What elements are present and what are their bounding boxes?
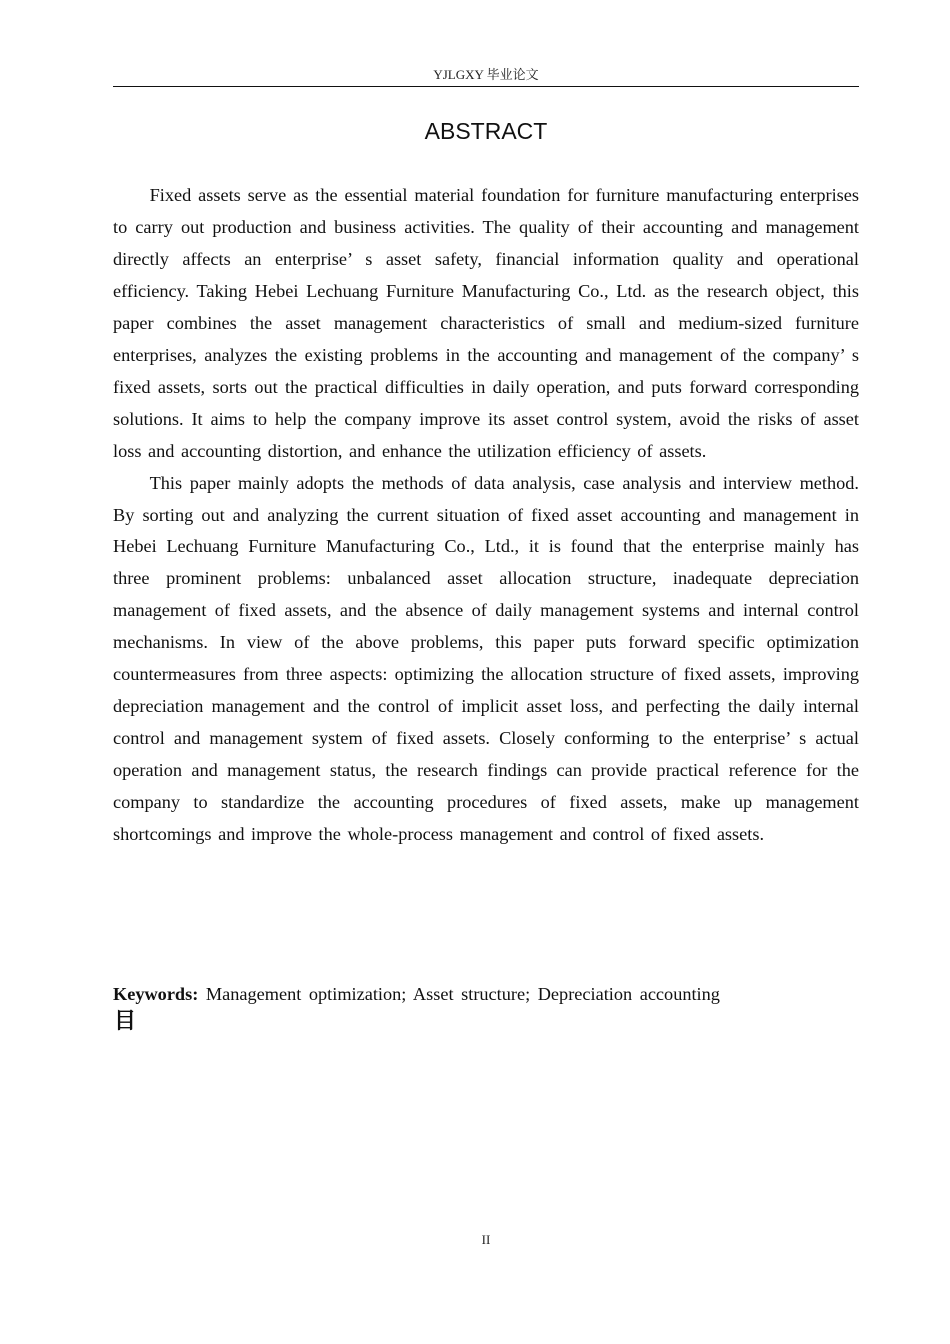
abstract-paragraph-2: This paper mainly adopts the methods of data analysis, case analysis and interview method. By sorting out and analyzing the current situation of fixed asset accounting and management in Hebei Lechuang Furniture Manufacturing Co., Ltd., it is found that the enterprise mainly has three prominent problems: unbalanced asset allocation structure, inadequate depreciation management of fixed assets, and the absence of daily management systems and internal control mechanisms. In view of the above problems, this paper puts forward specific optimization countermeasures from three aspects: optimizing the allocation structure of fixed assets, improving depreciation management and the control of implicit asset loss, and perfecting the daily internal control and management system of fixed assets. Closely conforming to the enterprise’ s actual operation and management status, the research findings can provide practical reference for the company to standardize the accounting procedures of fixed assets, make up management shortcomings and improve the whole-process management and control of fixed assets.	[113, 472, 859, 845]
running-header: YJLGXY 毕业论文	[433, 67, 539, 82]
keywords-label: Keywords:	[113, 984, 199, 1004]
abstract-paragraph-1: Fixed assets serve as the essential material foundation for furniture manufacturing enterprises to carry out production and business activities. The quality of their accounting and management directly affects an enterprise’ s asset safety, financial information quality and operational efficiency. Taking Hebei Lechuang Furniture Manufacturing Co., Ltd. as the research object, this paper combines the asset management characteristics of small and medium-sized furniture enterprises, analyzes the existing problems in the accounting and management of the company’ s fixed assets, sorts out the practical difficulties in daily operation, and puts forward corresponding solutions. It aims to help the company improve its asset control system, avoid the risks of asset loss and accounting distortion, and enhance the utilization efficiency of assets.	[113, 185, 859, 461]
page-number: II	[481, 1232, 491, 1247]
toc-heading-fragment: 目	[114, 1009, 137, 1034]
keywords-line	[113, 980, 859, 1008]
header-rule	[113, 86, 859, 87]
abstract-body	[113, 180, 859, 851]
keywords-text: Management optimization; Asset structure; Depreciation accounting	[198, 984, 720, 1004]
abstract-title: ABSTRACT	[424, 118, 548, 144]
